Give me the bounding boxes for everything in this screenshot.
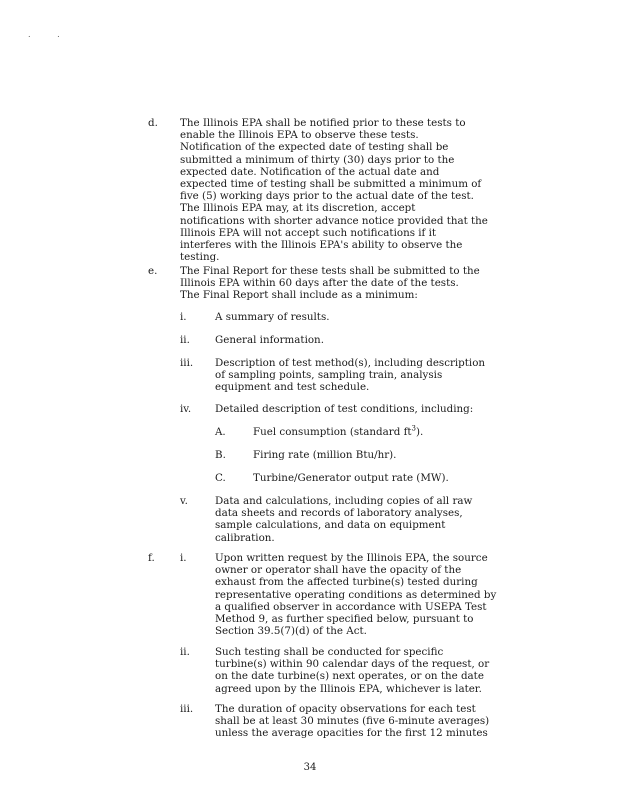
subitem-a-text bbox=[253, 426, 423, 438]
item-e-ii-text bbox=[215, 334, 324, 346]
item-line: exhaust from the affected turbine(s) tested during bbox=[215, 576, 478, 589]
section-d-line: enable the Illinois EPA to observe these tests. bbox=[180, 129, 419, 142]
item-e-iii-text bbox=[215, 357, 485, 394]
item-e-i-label: i. bbox=[180, 311, 187, 323]
item-f-iii-text bbox=[215, 703, 489, 740]
item-line: unless the average opacities for the first 12 minutes bbox=[215, 727, 488, 740]
section-d-line: expected time of testing shall be submitted a minimum of bbox=[180, 178, 482, 191]
item-line: shall be at least 30 minutes (five 6-minute averages) bbox=[215, 715, 490, 728]
item-line: turbine(s) within 90 calendar days of the request, or bbox=[215, 658, 490, 671]
item-line: Description of test method(s), including description bbox=[215, 357, 486, 369]
item-f-iii-label: iii. bbox=[180, 703, 194, 715]
subitem-c-text: Turbine/Generator output rate (MW). bbox=[253, 472, 449, 484]
item-line: Detailed description of test conditions, including: bbox=[215, 403, 474, 415]
item-line: a qualified observer in accordance with USEPA Test bbox=[215, 600, 487, 613]
item-e-iv-label: iv. bbox=[180, 403, 192, 415]
subitem-a-label: A. bbox=[215, 426, 226, 438]
item-line: on the date turbine(s) next operates, or on the date bbox=[215, 670, 484, 683]
page-number: 34 bbox=[303, 762, 317, 773]
section-d-line: The Illinois EPA may, at its discretion, accept bbox=[180, 202, 416, 215]
subitem-b-label: B. bbox=[215, 449, 226, 461]
item-line: calibration. bbox=[215, 531, 275, 544]
item-e-i-text bbox=[215, 311, 330, 323]
section-e-label: e. bbox=[148, 265, 158, 277]
item-line: The duration of opacity observations for each test bbox=[215, 703, 476, 715]
item-line: representative operating conditions as determined by bbox=[215, 588, 497, 601]
item-e-iv-text bbox=[215, 403, 473, 415]
section-d-line: The Illinois EPA shall be notified prior to these tests to bbox=[180, 117, 466, 129]
item-f-ii-text bbox=[215, 646, 489, 695]
section-d-label: d. bbox=[148, 117, 158, 129]
item-line: General information. bbox=[215, 334, 324, 346]
item-line: Such testing shall be conducted for specific bbox=[215, 646, 444, 658]
item-line: of sampling points, sampling train, analysis bbox=[215, 369, 443, 382]
item-line: Method 9, as further specified below, pursuant to bbox=[215, 613, 474, 626]
subitem-b-text: Firing rate (million Btu/hr). bbox=[253, 449, 397, 461]
superscript: 3 bbox=[411, 424, 416, 433]
section-e-line: The Final Report for these tests shall be submitted to the bbox=[180, 265, 480, 277]
item-e-iii-label: iii. bbox=[180, 357, 194, 369]
subitem-a-after: ). bbox=[416, 426, 424, 438]
item-f-i-label: i. bbox=[180, 552, 187, 564]
item-line: agreed upon by the Illinois EPA, whichever is later. bbox=[215, 682, 482, 695]
section-e-line: The Final Report shall include as a minimum: bbox=[180, 289, 418, 302]
item-f-i-text bbox=[215, 552, 496, 637]
section-d-line: interferes with the Illinois EPA's ability to observe the bbox=[180, 239, 463, 252]
item-line: sample calculations, and data on equipment bbox=[215, 519, 446, 532]
subitem-c-label: C. bbox=[215, 472, 226, 484]
item-line: owner or operator shall have the opacity of the bbox=[215, 564, 462, 577]
item-e-v-label: v. bbox=[180, 495, 188, 507]
item-e-ii-label: ii. bbox=[180, 334, 190, 346]
section-d-line: Illinois EPA will not accept such notifications if it bbox=[180, 226, 437, 239]
subitem-a-main: Fuel consumption (standard ft bbox=[253, 426, 412, 438]
item-line: data sheets and records of laboratory analyses, bbox=[215, 507, 463, 520]
item-line: Data and calculations, including copies of all raw bbox=[215, 495, 473, 507]
section-d-line: submitted a minimum of thirty (30) days prior to the bbox=[180, 153, 455, 166]
item-line: A summary of results. bbox=[215, 311, 330, 323]
item-f-ii-label: ii. bbox=[180, 646, 190, 658]
section-e-text bbox=[180, 265, 480, 302]
section-d-line: five (5) working days prior to the actual date of the test. bbox=[180, 190, 474, 203]
corner-marks: . . bbox=[28, 30, 72, 39]
item-line: Section 39.5(7)(d) of the Act. bbox=[215, 625, 367, 638]
section-e-line: Illinois EPA within 60 days after the date of the tests. bbox=[180, 277, 459, 290]
item-line: equipment and test schedule. bbox=[215, 381, 370, 394]
section-d-text bbox=[180, 117, 488, 263]
section-d-line: Notification of the expected date of testing shall be bbox=[180, 141, 449, 154]
section-d-line: expected date. Notification of the actual date and bbox=[180, 165, 440, 178]
item-line: Upon written request by the Illinois EPA, the source bbox=[215, 552, 488, 564]
item-e-v-text bbox=[215, 495, 472, 544]
section-d-line: notifications with shorter advance notice provided that the bbox=[180, 214, 488, 227]
section-d-line: testing. bbox=[180, 251, 220, 264]
section-f-label: f. bbox=[148, 552, 155, 564]
